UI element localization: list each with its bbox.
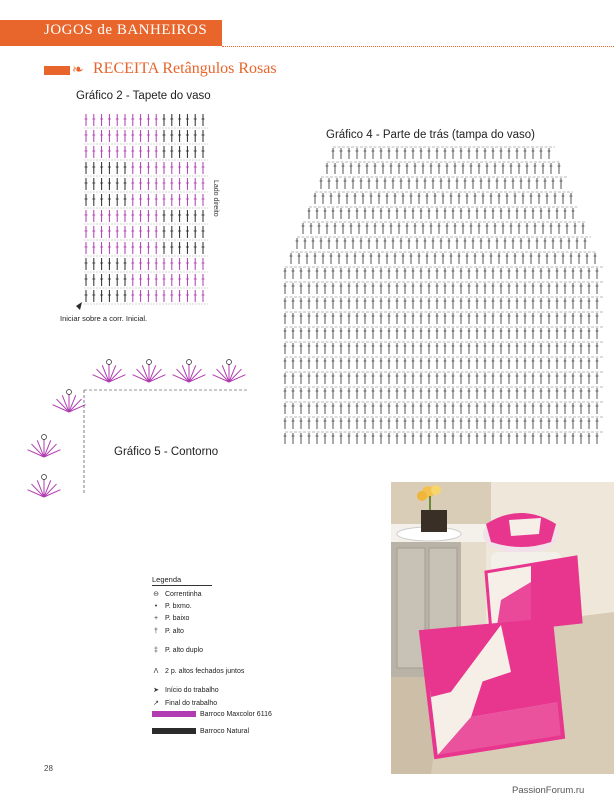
legend-item-start: ➤ Início do trabalho: [153, 687, 219, 694]
fan-stitch: [216, 369, 229, 382]
chart2-title: Gráfico 2 - Tapete do vaso: [76, 90, 211, 102]
fan-stitch: [44, 484, 57, 497]
fan-stitch: [176, 369, 189, 382]
legend-item-dc2tog: Λ 2 p. altos fechados juntos: [153, 668, 245, 675]
picot-loop: [67, 390, 72, 395]
fan-stitch: [44, 444, 57, 457]
dc2tog-icon: Λ: [153, 668, 159, 675]
natural-yarn-swatch: [152, 728, 196, 734]
chart5-diagram: [24, 345, 254, 495]
picot-loop: [187, 360, 192, 365]
scroll-ornament-icon: ❧: [72, 61, 84, 77]
start-arrow-icon: [76, 302, 82, 310]
slip-stitch-icon: •: [154, 603, 158, 610]
start-arrow-icon: ➤: [153, 687, 159, 694]
chart4-title: Gráfico 4 - Parte de trás (tampa do vaso): [326, 129, 536, 141]
treble-crochet-icon: ‡: [154, 647, 158, 654]
legend-title: Legenda: [152, 575, 182, 584]
picot-loop: [42, 475, 47, 480]
fan-stitch: [109, 369, 122, 382]
legend-item-chain: ⊖ Correntinha: [153, 591, 202, 598]
fan-stitch: [96, 369, 109, 382]
watermark: PassionForum.ru: [512, 785, 585, 796]
recipe-color-swatch: [44, 66, 70, 75]
fan-stitch: [56, 399, 69, 412]
bathroom-scene: [391, 482, 614, 774]
picot-loop: [107, 360, 112, 365]
chart4-diagram: [281, 143, 611, 453]
legend-item-end: ↗ Final do trabalho: [153, 700, 218, 707]
chart5-title: Gráfico 5 - Contorno: [114, 446, 219, 458]
pink-yarn-swatch: [152, 711, 196, 717]
chain-icon: ⊖: [153, 591, 159, 598]
double-crochet-icon: †: [154, 628, 158, 635]
fan-stitch: [149, 369, 162, 382]
fan-stitch: [189, 369, 202, 382]
legend-item-double-crochet: † P. alto: [152, 628, 184, 640]
picot-loop: [147, 360, 152, 365]
end-arrow-icon: ↗: [153, 700, 159, 707]
chart2-diagram: [84, 110, 214, 310]
legend-item-pink-yarn: Barroco Maxcolor 6116: [152, 711, 272, 723]
picot-loop: [42, 435, 47, 440]
fan-stitch: [31, 484, 44, 497]
bathroom-photo: [391, 482, 614, 774]
fan-stitch: [136, 369, 149, 382]
chart2-start-note: Iniciar sobre a corr. Inicial.: [60, 314, 148, 323]
legend-divider: [152, 585, 212, 586]
single-crochet-icon: +: [153, 615, 159, 622]
fan-stitch: [229, 369, 242, 382]
picot-loop: [227, 360, 232, 365]
fan-stitch: [31, 444, 44, 457]
chart2-side-label: Lado direito: [212, 180, 219, 217]
header-divider: [222, 46, 614, 48]
legend-item-single-crochet: + P. baixo: [153, 615, 190, 622]
legend-item-treble-crochet: ‡ P. alto duplo: [152, 647, 203, 659]
section-title: JOGOS de BANHEIROS: [44, 22, 208, 38]
legend-item-slip-stitch: • P. bxmo.: [152, 603, 192, 615]
legend-item-natural-yarn: Barroco Natural: [152, 728, 249, 740]
page-number: 28: [44, 764, 53, 773]
fan-stitch: [69, 399, 82, 412]
recipe-title: RECEITA Retângulos Rosas: [93, 60, 277, 77]
